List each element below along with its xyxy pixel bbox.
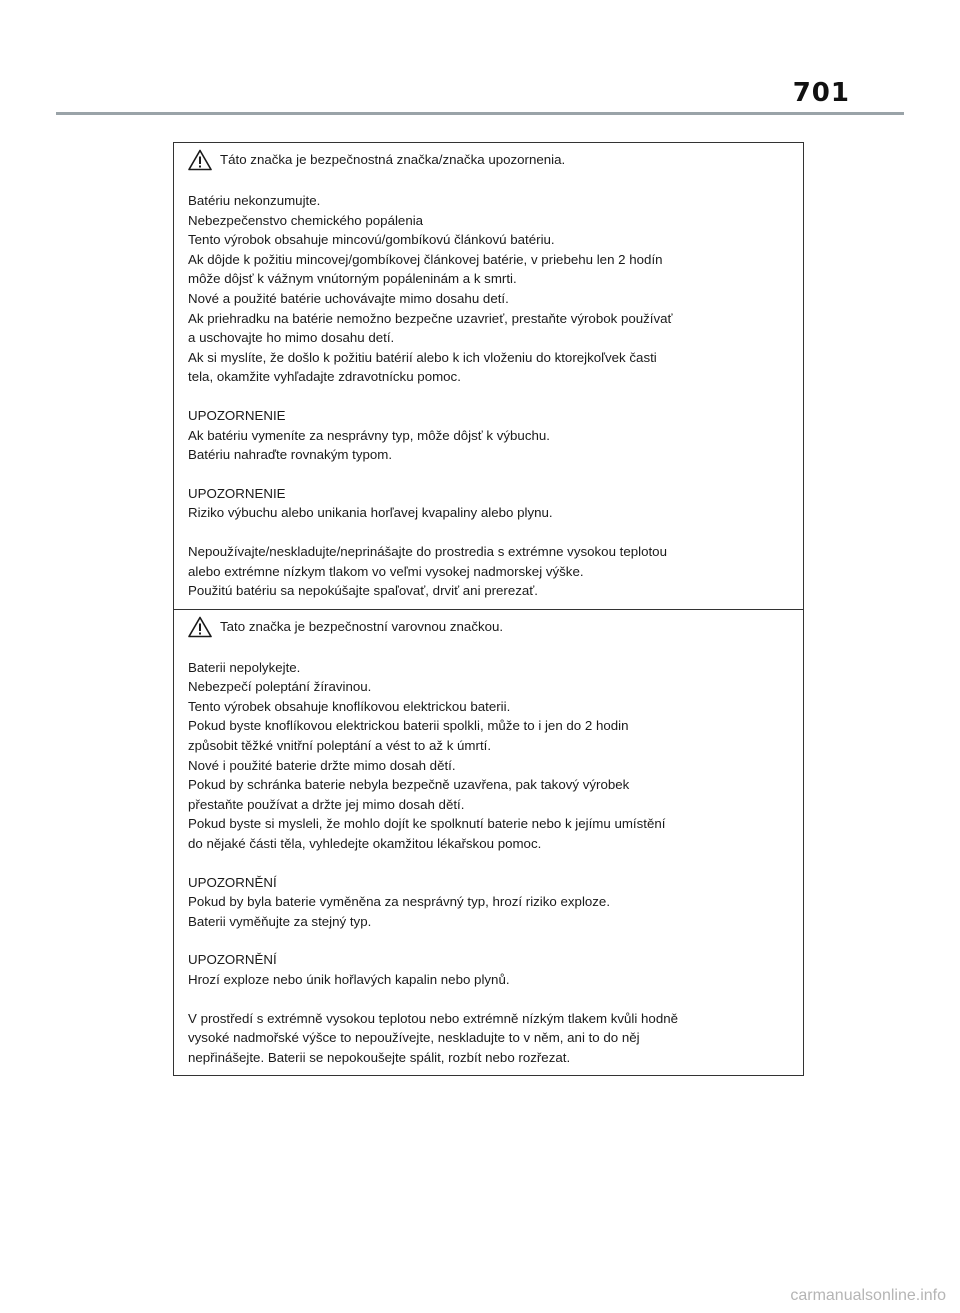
notice-line: Hrozí exploze nebo únik hořlavých kapalin nebo plynů.	[188, 972, 510, 987]
notice-paragraph	[188, 542, 789, 601]
notice-line: Nebezpečí poleptání žíravinou.	[188, 679, 372, 695]
notice-line: způsobit těžké vnitřní poleptání a vést to až k úmrtí.	[188, 738, 492, 754]
notice-line: Baterii vyměňujte za stejný typ.	[188, 913, 372, 929]
page-number: 701	[792, 78, 850, 108]
notice-line: Pokud by schránka baterie nebyla bezpečně uzavřena, pak takový výrobek	[188, 777, 630, 793]
battery-warning-notice	[173, 142, 804, 1076]
notice-line: Baterii nepolykejte.	[188, 659, 301, 675]
notice-paragraph	[188, 658, 789, 854]
notice-line: vysoké nadmořské výšce to nepoužívejte, neskladujte to v něm, ani to do něj	[188, 1030, 640, 1046]
notice-line: Riziko výbuchu alebo unikania horľavej kvapaliny alebo plynu.	[188, 505, 553, 521]
notice-line: Ak batériu vymeníte za nesprávny typ, môže dôjsť k výbuchu.	[188, 427, 550, 443]
notice-section	[174, 143, 803, 609]
notice-line: Pokud byste si mysleli, že mohlo dojít ke spolknutí baterie nebo k jejímu umístění	[188, 816, 666, 832]
notice-line: tela, okamžite vyhľadajte zdravotnícku pomoc.	[188, 369, 461, 385]
notice-line: môže dôjsť k vážnym vnútorným popáleninám a k smrti.	[188, 271, 517, 287]
notice-line: V prostředí s extrémně vysokou teplotou nebo extrémně nízkým tlakem kvůli hodně	[188, 1010, 679, 1026]
safety-sign-text: Táto značka je bezpečnostná značka/značka upozornenia.	[220, 152, 566, 168]
notice-line: Tento výrobek obsahuje knoflíkovou elektrickou baterii.	[188, 698, 511, 714]
notice-paragraph	[188, 191, 789, 387]
warning-triangle-icon	[188, 149, 212, 171]
notice-line: Ak priehradku na batérie nemožno bezpečne uzavrieť, prestaňte výrobok používať	[188, 310, 673, 326]
notice-line: UPOZORNENIE	[188, 485, 286, 501]
notice-line: Tento výrobok obsahuje mincovú/gombíkovú článkovú batériu.	[188, 232, 555, 248]
notice-line: alebo extrémne nízkym tlakom vo veľmi vysokej nadmorskej výške.	[188, 563, 584, 579]
warning-triangle-icon	[188, 616, 212, 638]
notice-line: Batériu nekonzumujte.	[188, 193, 321, 208]
notice-line: UPOZORNĚNÍ	[188, 952, 277, 968]
safety-sign-text: Tato značka je bezpečnostní varovnou značkou.	[220, 618, 504, 634]
safety-sign-line	[188, 149, 789, 171]
footer-watermark: carmanualsonline.info	[790, 1287, 946, 1304]
notice-line: Použitú batériu sa nepokúšajte spaľovať, drviť ani prerezať.	[188, 583, 538, 599]
notice-line: přestaňte používat a držte jej mimo dosah dětí.	[188, 796, 465, 812]
notice-line: Pokud by byla baterie vyměněna za nesprávný typ, hrozí riziko exploze.	[188, 894, 611, 910]
notice-line: Nové a použité batérie uchovávajte mimo dosahu detí.	[188, 290, 509, 306]
notice-paragraph	[188, 950, 789, 989]
notice-line: Ak si myslíte, že došlo k požitiu batérií alebo k ich vloženiu do ktorejkoľvek časti	[188, 349, 657, 365]
notice-line: Nové i použité baterie držte mimo dosah dětí.	[188, 757, 456, 773]
notice-paragraph	[188, 873, 789, 932]
notice-line: UPOZORNĚNÍ	[188, 874, 277, 890]
notice-line: do nějaké části těla, vyhledejte okamžitou lékařskou pomoc.	[188, 836, 542, 852]
safety-sign-line	[188, 616, 789, 638]
notice-line: Ak dôjde k požitiu mincovej/gombíkovej článkovej batérie, v priebehu len 2 hodín	[188, 251, 663, 267]
notice-line: nepřinášejte. Baterii se nepokoušejte spálit, rozbít nebo rozřezat.	[188, 1049, 571, 1065]
notice-line: UPOZORNENIE	[188, 407, 286, 423]
header-divider	[56, 112, 904, 115]
notice-line: Nebezpečenstvo chemického popálenia	[188, 212, 424, 228]
notice-line: a uschovajte ho mimo dosahu detí.	[188, 330, 395, 346]
notice-section	[174, 609, 803, 1076]
notice-line: Batériu nahraďte rovnakým typom.	[188, 447, 393, 463]
notice-line: Pokud byste knoflíkovou elektrickou baterii spolkli, může to i jen do 2 hodin	[188, 718, 629, 734]
notice-paragraph	[188, 484, 789, 523]
notice-paragraph	[188, 1009, 789, 1068]
notice-paragraph	[188, 406, 789, 465]
notice-line: Nepoužívajte/neskladujte/neprinášajte do prostredia s extrémne vysokou teplotou	[188, 543, 667, 559]
